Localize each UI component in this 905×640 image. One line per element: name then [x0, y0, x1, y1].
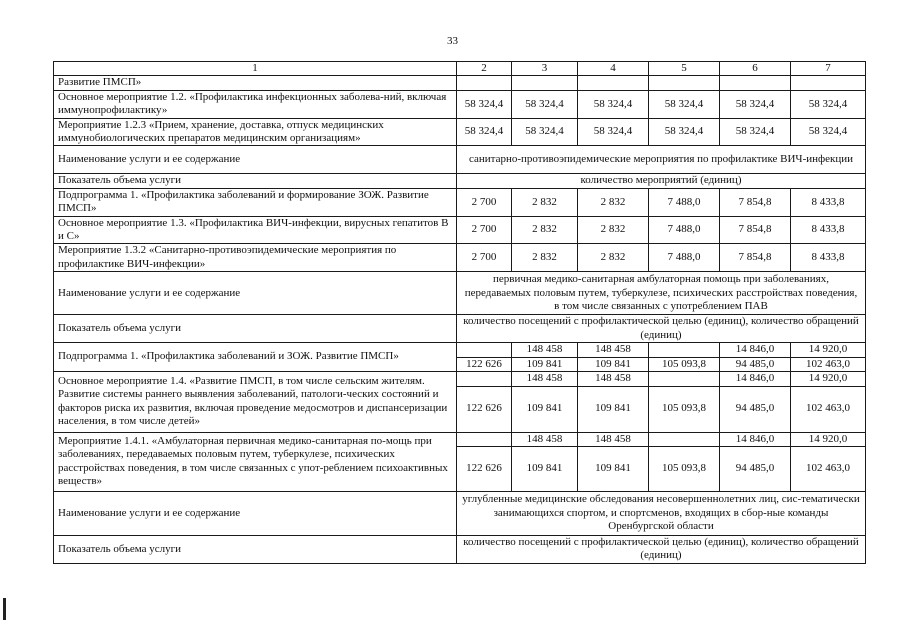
value-cell-lower: 102 463,0 [791, 386, 866, 432]
table-row [54, 535, 866, 563]
value-cell: 58 324,4 [649, 118, 720, 146]
value-cell-lower: 94 485,0 [720, 446, 791, 491]
row-name-cell: Подпрограмма 1. «Профилактика заболеваний и ЗОЖ. Развитие ПМСП» [54, 343, 457, 372]
header-cell: 3 [512, 62, 578, 76]
value-cell: 2 700 [457, 188, 512, 216]
row-name-cell: Наименование услуги и ее содержание [54, 146, 457, 174]
table-row [54, 146, 866, 174]
service-description-cell: количество посещений с профилактической целью (единиц), количество обращений (единиц) [457, 535, 866, 563]
row-name-cell: Основное мероприятие 1.2. «Профилактика инфекционных заболева-ний, включая иммунопрофилактику» [54, 90, 457, 118]
value-cell: 8 433,8 [791, 244, 866, 272]
value-cell-lower: 109 841 [512, 386, 578, 432]
value-cell-upper [649, 432, 720, 446]
empty-cell [791, 76, 866, 90]
value-cell: 2 832 [578, 188, 649, 216]
value-cell-lower: 109 841 [578, 357, 649, 371]
empty-cell [649, 76, 720, 90]
value-cell-lower: 109 841 [512, 357, 578, 371]
value-cell: 2 832 [578, 216, 649, 244]
value-cell-lower: 122 626 [457, 446, 512, 491]
header-cell: 1 [54, 62, 457, 76]
value-cell-upper [649, 343, 720, 357]
row-name-cell: Развитие ПМСП» [54, 76, 457, 90]
value-cell-upper: 148 458 [578, 372, 649, 386]
value-cell: 2 832 [512, 188, 578, 216]
value-cell: 2 832 [512, 244, 578, 272]
value-cell-lower: 94 485,0 [720, 357, 791, 371]
row-name-cell: Основное мероприятие 1.3. «Профилактика ВИЧ-инфекции, вирусных гепатитов В и С» [54, 216, 457, 244]
value-cell-lower: 122 626 [457, 386, 512, 432]
budget-table [53, 61, 866, 564]
value-cell-lower: 122 626 [457, 357, 512, 371]
value-cell-upper: 148 458 [512, 432, 578, 446]
header-cell: 4 [578, 62, 649, 76]
row-name-cell: Основное мероприятие 1.4. «Развитие ПМСП, в том числе сельским жителям. Развитие системы раннего выявления заболеваний, патологи-ческих состояний и факторов риска их развития, включая проведение медосмотров и диспансеризации населения, в том числе детей» [54, 372, 457, 432]
row-name-cell: Подпрограмма 1. «Профилактика заболеваний и формирование ЗОЖ. Развитие ПМСП» [54, 188, 457, 216]
value-cell-lower: 102 463,0 [791, 446, 866, 491]
table-row [54, 188, 866, 216]
value-cell: 58 324,4 [457, 118, 512, 146]
value-cell: 2 700 [457, 216, 512, 244]
value-cell-upper: 14 920,0 [791, 343, 866, 357]
table-row [54, 216, 866, 244]
empty-cell [457, 76, 512, 90]
table-row [54, 118, 866, 146]
row-name-cell: Показатель объема услуги [54, 315, 457, 343]
value-cell-upper [457, 432, 512, 446]
header-row [54, 62, 866, 76]
value-cell: 7 854,8 [720, 216, 791, 244]
header-cell: 6 [720, 62, 791, 76]
table-row [54, 343, 866, 357]
value-cell: 58 324,4 [512, 118, 578, 146]
header-cell: 2 [457, 62, 512, 76]
value-cell-upper: 14 846,0 [720, 432, 791, 446]
value-cell-upper [457, 372, 512, 386]
value-cell-upper [457, 343, 512, 357]
table-row [54, 372, 866, 386]
value-cell: 8 433,8 [791, 188, 866, 216]
value-cell: 58 324,4 [512, 90, 578, 118]
value-cell-lower: 105 093,8 [649, 386, 720, 432]
value-cell-upper: 14 920,0 [791, 432, 866, 446]
table-row [54, 491, 866, 535]
value-cell-lower: 105 093,8 [649, 357, 720, 371]
value-cell: 58 324,4 [791, 118, 866, 146]
value-cell-lower: 109 841 [512, 446, 578, 491]
row-name-cell: Показатель объема услуги [54, 535, 457, 563]
value-cell-upper: 14 920,0 [791, 372, 866, 386]
table-row [54, 90, 866, 118]
value-cell-upper: 148 458 [578, 432, 649, 446]
value-cell-upper [649, 372, 720, 386]
row-name-cell: Мероприятие 1.2.3 «Прием, хранение, доставка, отпуск медицинских иммунобиологических препаратов медицинским организациям» [54, 118, 457, 146]
page-number: 33 [447, 35, 458, 47]
service-description-cell: количество посещений с профилактической целью (единиц), количество обращений (единиц) [457, 315, 866, 343]
value-cell: 7 488,0 [649, 216, 720, 244]
value-cell-lower: 109 841 [578, 446, 649, 491]
row-name-cell: Наименование услуги и ее содержание [54, 491, 457, 535]
value-cell-upper: 148 458 [512, 343, 578, 357]
value-cell-lower: 109 841 [578, 386, 649, 432]
value-cell: 58 324,4 [720, 90, 791, 118]
value-cell: 58 324,4 [720, 118, 791, 146]
table-row [54, 174, 866, 188]
value-cell-upper: 148 458 [512, 372, 578, 386]
value-cell-lower: 105 093,8 [649, 446, 720, 491]
value-cell: 2 832 [512, 216, 578, 244]
value-cell: 58 324,4 [578, 118, 649, 146]
service-description-cell: количество мероприятий (единиц) [457, 174, 866, 188]
service-description-cell: санитарно-противоэпидемические мероприятия по профилактике ВИЧ-инфекции [457, 146, 866, 174]
scan-edge-mark [3, 598, 6, 620]
value-cell: 7 488,0 [649, 188, 720, 216]
header-cell: 5 [649, 62, 720, 76]
row-name-cell: Мероприятие 1.3.2 «Санитарно-противоэпидемические мероприятия по профилактике ВИЧ-инфекции» [54, 244, 457, 272]
value-cell-upper: 148 458 [578, 343, 649, 357]
row-name-cell: Мероприятие 1.4.1. «Амбулаторная первичная медико-санитарная по-мощь при заболеваниях, передаваемых половым путем, туберкулезе, психических расстройствах поведения, в том числе связанных с упот-реблением психоактивных веществ» [54, 432, 457, 491]
value-cell: 8 433,8 [791, 216, 866, 244]
row-name-cell: Наименование услуги и ее содержание [54, 272, 457, 315]
value-cell-lower: 102 463,0 [791, 357, 866, 371]
empty-cell [720, 76, 791, 90]
service-description-cell: первичная медико-санитарная амбулаторная помощь при заболеваниях, передаваемых половым путем, туберкулезе, психических расстройствах поведения, в том числе связанных с употреблением ПАВ [457, 272, 866, 315]
value-cell: 58 324,4 [791, 90, 866, 118]
table-body [54, 76, 866, 564]
header-cell: 7 [791, 62, 866, 76]
service-description-cell: углубленные медицинские обследования несовершеннолетних лиц, сис-тематически занимающихся спортом, и спортсменов, входящих в сбор-ные команды Оренбургской области [457, 491, 866, 535]
empty-cell [512, 76, 578, 90]
value-cell: 7 854,8 [720, 188, 791, 216]
value-cell-upper: 14 846,0 [720, 372, 791, 386]
value-cell: 7 488,0 [649, 244, 720, 272]
value-cell: 2 700 [457, 244, 512, 272]
value-cell: 58 324,4 [649, 90, 720, 118]
table-row [54, 432, 866, 446]
empty-cell [578, 76, 649, 90]
table-row [54, 315, 866, 343]
row-name-cell: Показатель объема услуги [54, 174, 457, 188]
value-cell: 58 324,4 [578, 90, 649, 118]
table-row [54, 76, 866, 90]
value-cell-upper: 14 846,0 [720, 343, 791, 357]
value-cell: 58 324,4 [457, 90, 512, 118]
value-cell-lower: 94 485,0 [720, 386, 791, 432]
value-cell: 7 854,8 [720, 244, 791, 272]
table-row [54, 272, 866, 315]
table-row [54, 244, 866, 272]
value-cell: 2 832 [578, 244, 649, 272]
